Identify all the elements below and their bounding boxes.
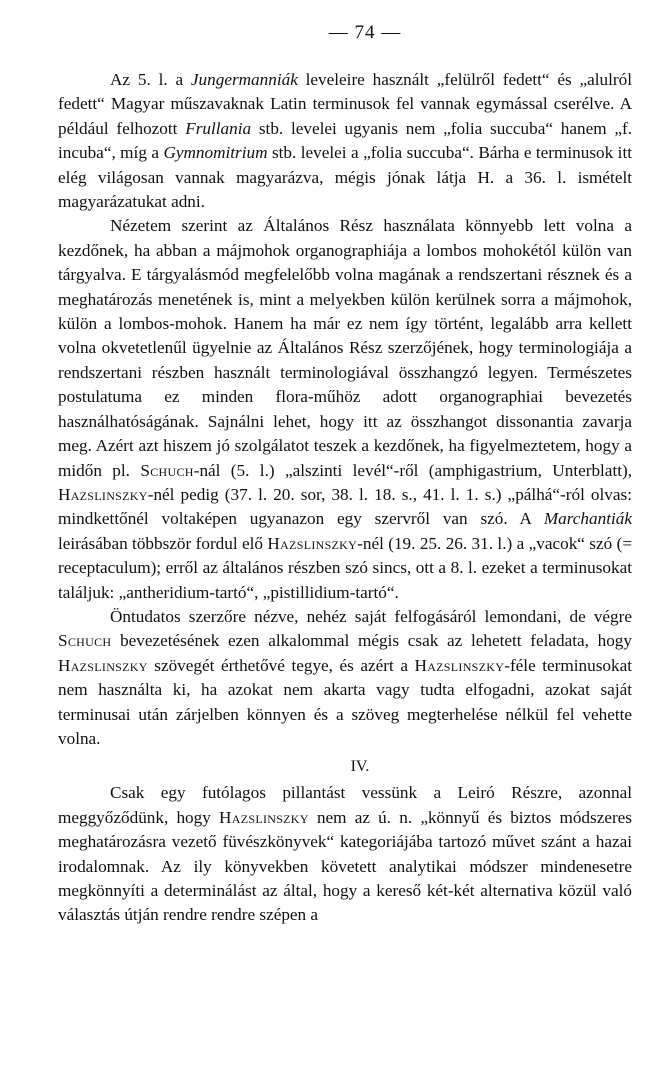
paragraph bbox=[58, 605, 632, 751]
author-name: Schuch bbox=[58, 631, 112, 651]
author-name: Hazslinszky bbox=[58, 484, 148, 504]
text-run: Öntudatos szerzőre nézve, nehéz saját felfogásáról lemondani, de végre bbox=[110, 606, 632, 626]
text-run: stb. levelei ugyanis nem „folia succuba“ hanem „f. incuba“, míg a bbox=[58, 118, 632, 163]
taxon-name: Frullania bbox=[185, 118, 252, 138]
text-run: Az 5. l. a bbox=[110, 70, 191, 89]
text-run: szövegét érthetővé tegye, és azért a bbox=[147, 655, 415, 675]
section-heading: IV. bbox=[350, 758, 370, 776]
page-number: — 74 — bbox=[328, 22, 402, 43]
book-page bbox=[58, 22, 632, 928]
author-name: Hazslinszky bbox=[219, 807, 309, 827]
text-run: nem az ú. n. „könnyű és biztos módszeres meghatározásra vezető füvészkönyvek“ kategoriájába tartozó művet szánt a hazai irodalomnak. Az ily könyvekben követett analytikai módszer mindenesetre megkönnyíti a determinálást az által, hogy a kereső két-két alternativa közül való választás útján rendre rendre szépen a bbox=[58, 807, 632, 925]
body-text-top bbox=[58, 68, 632, 751]
author-name: Hazslinszky bbox=[414, 655, 505, 675]
taxon-name: Jungermanniák bbox=[190, 70, 298, 89]
author-name: Schuch bbox=[140, 460, 194, 480]
text-run: Csak egy futólagos pillantást vessünk a Leiró Részre, azonnal meggyőződünk, hogy bbox=[58, 783, 632, 827]
text-run: -nél pedig (37. l. 20. sor, 38. l. 18. s., 41. l. 1. s.) „pálhá“-ról olvas: mindkettőnél voltaképen ugyanazon egy szervről van szó. A bbox=[58, 484, 632, 529]
text-run: -féle terminusokat nem használta ki, ha azokat nem akarta vagy tudta elfogadni, azokat saját terminusai után zárjelben könnyen és a szöveg megterhelése nélkül fel vehette volna. bbox=[58, 655, 632, 748]
text-run: stb. levelei a „folia succuba“. Bárha e terminusok itt elég világosan vannak magyarázva, mégis jónak látja H. a 36. l. ismételt magyarázatukat adni. bbox=[58, 143, 632, 212]
paragraph bbox=[58, 68, 632, 214]
text-run: -nél (19. 25. 26. 31. l.) a „vacok“ szó (= receptaculum); erről az általános részben szó sincs, ott a 8. l. ezeket a terminusokat találjuk: „antheridium-tartó“, „pistillidium-tartó“. bbox=[58, 533, 633, 602]
text-run: bevezetésének ezen alkalommal mégis csak az lehetett feladata, hogy bbox=[111, 631, 632, 651]
taxon-name: Marchantiák bbox=[543, 509, 632, 529]
text-run: leveleire használt „felülről fedett“ és „alulról fedett“ Magyar műszavaknak Latin terminusok fel vannak egymással cserélve. A például felhozott bbox=[58, 70, 632, 138]
author-name: Hazslinszky bbox=[267, 533, 358, 553]
taxon-name: Gymnomitrium bbox=[163, 143, 268, 163]
text-run: Nézetem szerint az Általános Rész használata könnyebb lett volna a kezdőnek, ha abban a májmohok organographiája a lombos mohokétól külön van tárgyalva. E tárgyalásmód megfelelőbb volna magának a rendszertani résznek és a meghatározás menetének is, mint a melyekben külön kerülnek sorra a májmohok, külön a lombos-mohok. Hanem ha már ez nem így történt, legalább arra kellett volna okvetetlenűl ügyelnie az Általános Rész szerzőjének, hogy terminologiája a rendszertani részben használt terminologiával összhangzó legyen. Természetes postulatuma ez minden flora-műhöz adott organographiai bevezetés használhatóságának. Sajnálni lehet, hogy itt az összhangot dissonantia zavarja meg. Azért azt hiszem jó szolgálatot teszek a kezdőnek, ha figyelmeztetem, hogy a midőn pl. bbox=[58, 216, 632, 480]
text-run: leirásában többször fordul elő bbox=[58, 533, 268, 553]
paragraph bbox=[58, 214, 632, 605]
paragraph bbox=[58, 781, 632, 927]
text-run: -nál (5. l.) „alszinti levél“-ről (amphigastrium, Unterblatt), bbox=[193, 460, 633, 480]
author-name: Hazslinszky bbox=[58, 655, 148, 675]
body-text-bottom bbox=[58, 781, 632, 927]
